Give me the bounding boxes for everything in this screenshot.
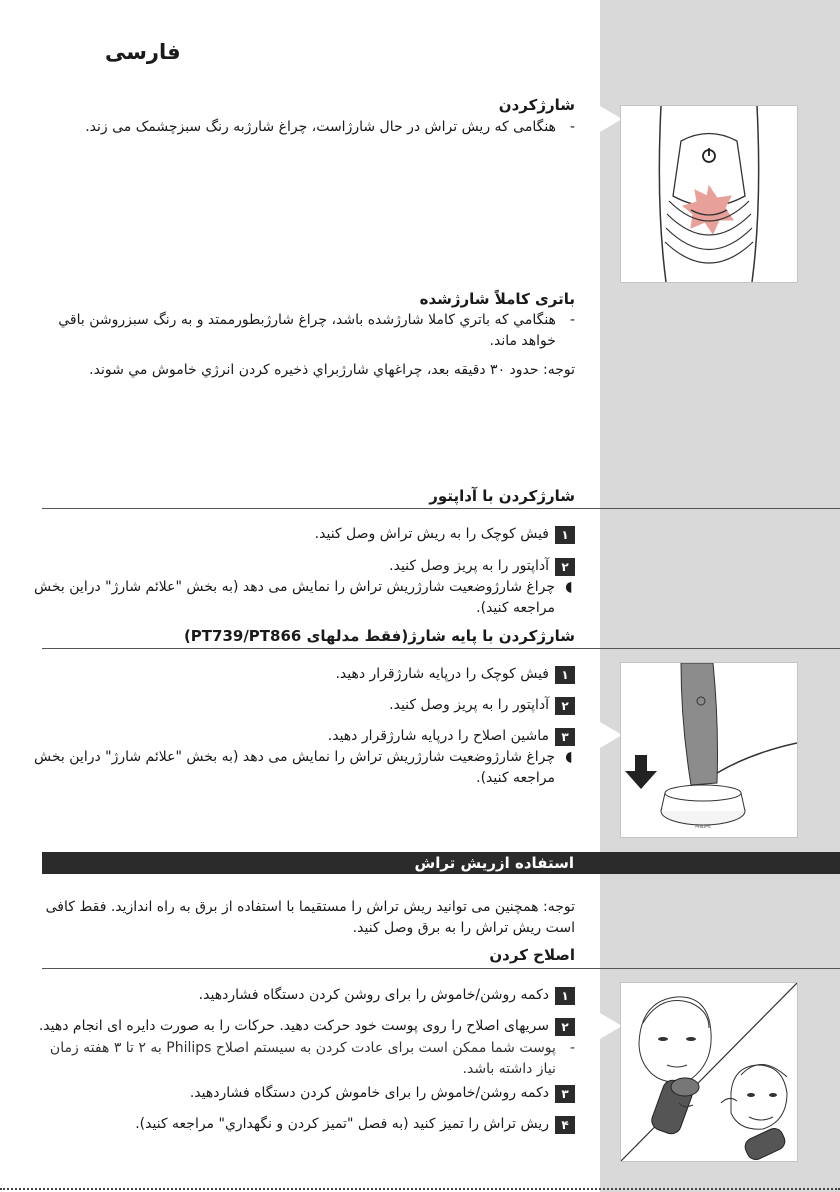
battery-full-note: توجه: حدود ۳۰ دقیقه بعد، چراغهاي شارژبراي ذخيره كردن انرژي خاموش مي شوند. — [89, 362, 575, 378]
step-number: ۲ — [555, 558, 575, 576]
shaving-dash-item — [35, 1038, 575, 1080]
shaving-step-2 — [15, 1016, 575, 1037]
bottom-dotted-border — [0, 1188, 840, 1190]
battery-full-item — [35, 310, 575, 352]
stand-drawing — [621, 663, 797, 837]
shaver-drawing — [621, 106, 797, 282]
battery-full-item-text: هنگامي كه باتري كاملا شارژشده باشد، چراغ شارژبطورممتد و به رنگ سبزروشن باقي خواهد ماند. — [58, 312, 556, 349]
pointer-arrow — [600, 1013, 622, 1039]
pointer-arrow — [600, 106, 622, 132]
step-number: ۳ — [555, 728, 575, 746]
stand-result-text: چراغ شارژوضعیت شارژریش تراش را نمایش می دهد (به بخش "علائم شارژ" دراین بخش مراجعه کنید). — [34, 749, 555, 786]
stand-brand-text: PHILIPS — [695, 824, 711, 829]
pointer-arrow — [600, 722, 622, 748]
shaving-heading: اصلاح کردن — [489, 946, 575, 964]
result-bullet-icon: ◖ — [565, 579, 573, 595]
charging-stand-illustration — [620, 662, 798, 838]
man-shaving-illustration — [620, 982, 798, 1162]
adapter-result — [15, 577, 575, 619]
step-text: دکمه روشن/خاموش را برای روشن کردن دستگاه فشاردهید. — [198, 987, 549, 1003]
adapter-heading: شارژکردن با آداپتور — [429, 487, 575, 505]
adapter-result-text: چراغ شارژوضعیت شارژریش تراش را نمایش می دهد (به بخش "علائم شارژ" دراین بخش مراجعه کنید). — [34, 579, 555, 616]
charging-item — [75, 117, 575, 138]
step-number: ۴ — [555, 1116, 575, 1134]
step-number: ۱ — [555, 526, 575, 544]
step-text: دکمه روشن/خاموش را برای خاموش کردن دستگاه فشاردهید. — [189, 1085, 549, 1101]
divider-line — [42, 648, 840, 649]
dash-bullet: - — [569, 312, 575, 328]
step-number: ۱ — [555, 987, 575, 1005]
divider-line — [42, 968, 840, 969]
charging-item-text: هنگامی که ریش تراش در حال شارژاست، چراغ شارژبه رنگ سبزچشمک می زند. — [85, 119, 556, 135]
shaving-step-3 — [15, 1083, 575, 1104]
dash-bullet: - — [569, 119, 575, 135]
step-text: ریش تراش را تمیز کنید (به فصل "تمیز کردن و نگهداري" مراجعه کنید). — [135, 1116, 549, 1132]
stand-step-2 — [15, 695, 575, 716]
step-text: سریهای اصلاح را روی پوست خود حرکت دهید. حرکات را به صورت دایره ای انجام دهید. — [38, 1018, 549, 1034]
step-text: فیش کوچک را به ریش تراش وصل کنید. — [314, 526, 549, 542]
using-section-bar — [42, 852, 840, 874]
step-text: فیش کوچک را درپایه شارژقرار دهید. — [335, 666, 549, 682]
divider-line — [42, 508, 840, 509]
battery-full-heading: باتری کاملاً شارژشده — [419, 290, 575, 308]
shaver-charging-illustration — [620, 105, 798, 283]
step-text: آداپتور را به پریز وصل کنید. — [389, 558, 549, 574]
result-bullet-icon: ◖ — [565, 749, 573, 765]
charging-heading: شارژکردن — [498, 96, 575, 114]
adapter-step-2 — [15, 556, 575, 577]
stand-heading: شارژکردن با پایه شارژ(فقط مدلهای PT739/PT866) — [183, 627, 575, 645]
using-note: توجه: همچنین می توانید ریش تراش را مستقیما با استفاده از برق به راه اندازید. فقط کافی است ریش تراش را به برق وصل کنید. — [45, 899, 575, 936]
dash-bullet: - — [569, 1040, 575, 1056]
using-bar-title: استفاده ازریش تراش — [414, 854, 574, 872]
language-title: فارسی — [105, 40, 181, 64]
step-number: ۱ — [555, 666, 575, 684]
stand-result — [15, 747, 575, 789]
step-text: ماشین اصلاح را درپایه شارژقرار دهید. — [327, 728, 549, 744]
stand-step-3 — [15, 726, 575, 747]
step-number: ۲ — [555, 697, 575, 715]
shaving-step-4 — [15, 1114, 575, 1135]
step-number: ۳ — [555, 1085, 575, 1103]
adapter-step-1 — [15, 524, 575, 545]
shaving-drawing — [621, 983, 797, 1161]
stand-step-1 — [15, 664, 575, 685]
step-number: ۲ — [555, 1018, 575, 1036]
shaving-dash-text: پوست شما ممکن است برای عادت کردن به سیستم اصلاح Philips به ۲ تا ۳ هفته زمان نیاز داشته باشد. — [49, 1040, 556, 1077]
step-text: آداپتور را به پریز وصل کنید. — [389, 697, 549, 713]
shaving-step-1 — [15, 985, 575, 1006]
